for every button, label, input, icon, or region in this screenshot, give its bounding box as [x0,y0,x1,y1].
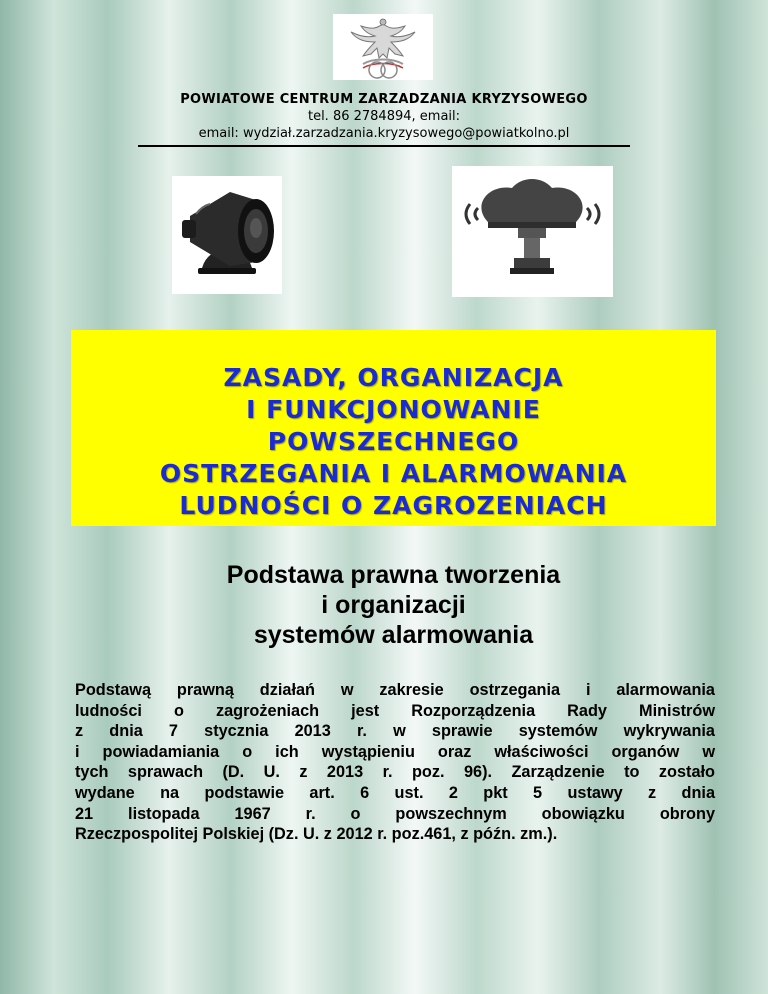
paragraph-line: Podstawą prawną działań w zakresie ostrzegania i alarmowania [75,681,715,699]
paragraph-line: ludności o zagrożeniach jest Rozporządzenia Rady Ministrów [75,701,715,720]
banner-line-2: I FUNKCJONOWANIE [246,395,541,424]
banner-title [71,362,716,522]
loudspeaker-image [172,176,282,294]
eagle-emblem [333,14,433,80]
paragraph-line: tych sprawach (D. U. z 2013 r. poz. 96). Zarządzenie to zostało [75,763,715,782]
section-title-line-1: Podstawa prawna tworzenia [226,561,561,589]
siren-image [452,166,613,297]
organization-name: POWIATOWE CENTRUM ZARZADZANIA KRYZYSOWEGO [180,92,588,107]
eagle-emblem-icon [333,14,433,80]
legal-basis-paragraph [75,680,715,845]
paragraph-line: wydane na podstawie art. 6 ust. 2 pkt 5 ustawy z dnia [75,783,715,802]
letterhead [140,92,628,142]
section-title-line-3: systemów alarmowania [253,621,534,649]
header-divider [138,145,630,147]
siren-icon [452,166,613,297]
section-title [71,560,716,650]
banner-line-1: ZASADY, ORGANIZACJA [223,363,564,392]
banner-line-5: LUDNOŚCI O ZAGROZENIACH [179,491,608,520]
email-line[interactable]: email: wydział.zarzadzania.kryzysowego@powiatkolno.pl [198,126,570,141]
paragraph-line: Rzeczpospolitej Polskiej (Dz. U. z 2012 r. poz.461, z późn. zm.). [75,825,558,844]
paragraph-line: i powiadamiania o ich wystąpieniu oraz właściwości organów w [75,742,715,761]
banner-line-3: POWSZECHNEGO [267,427,520,456]
phone-line: tel. 86 2784894, email: [307,109,461,124]
paragraph-line: z dnia 7 stycznia 2013 r. w sprawie systemów wykrywania [75,722,715,741]
section-title-line-2: i organizacji [321,591,466,619]
title-banner [71,330,716,526]
paragraph-line: 21 listopada 1967 r. o powszechnym obowiązku obrony [75,804,715,823]
loudspeaker-horn-icon [172,176,282,294]
banner-line-4: OSTRZEGANIA I ALARMOWANIA [159,459,628,488]
